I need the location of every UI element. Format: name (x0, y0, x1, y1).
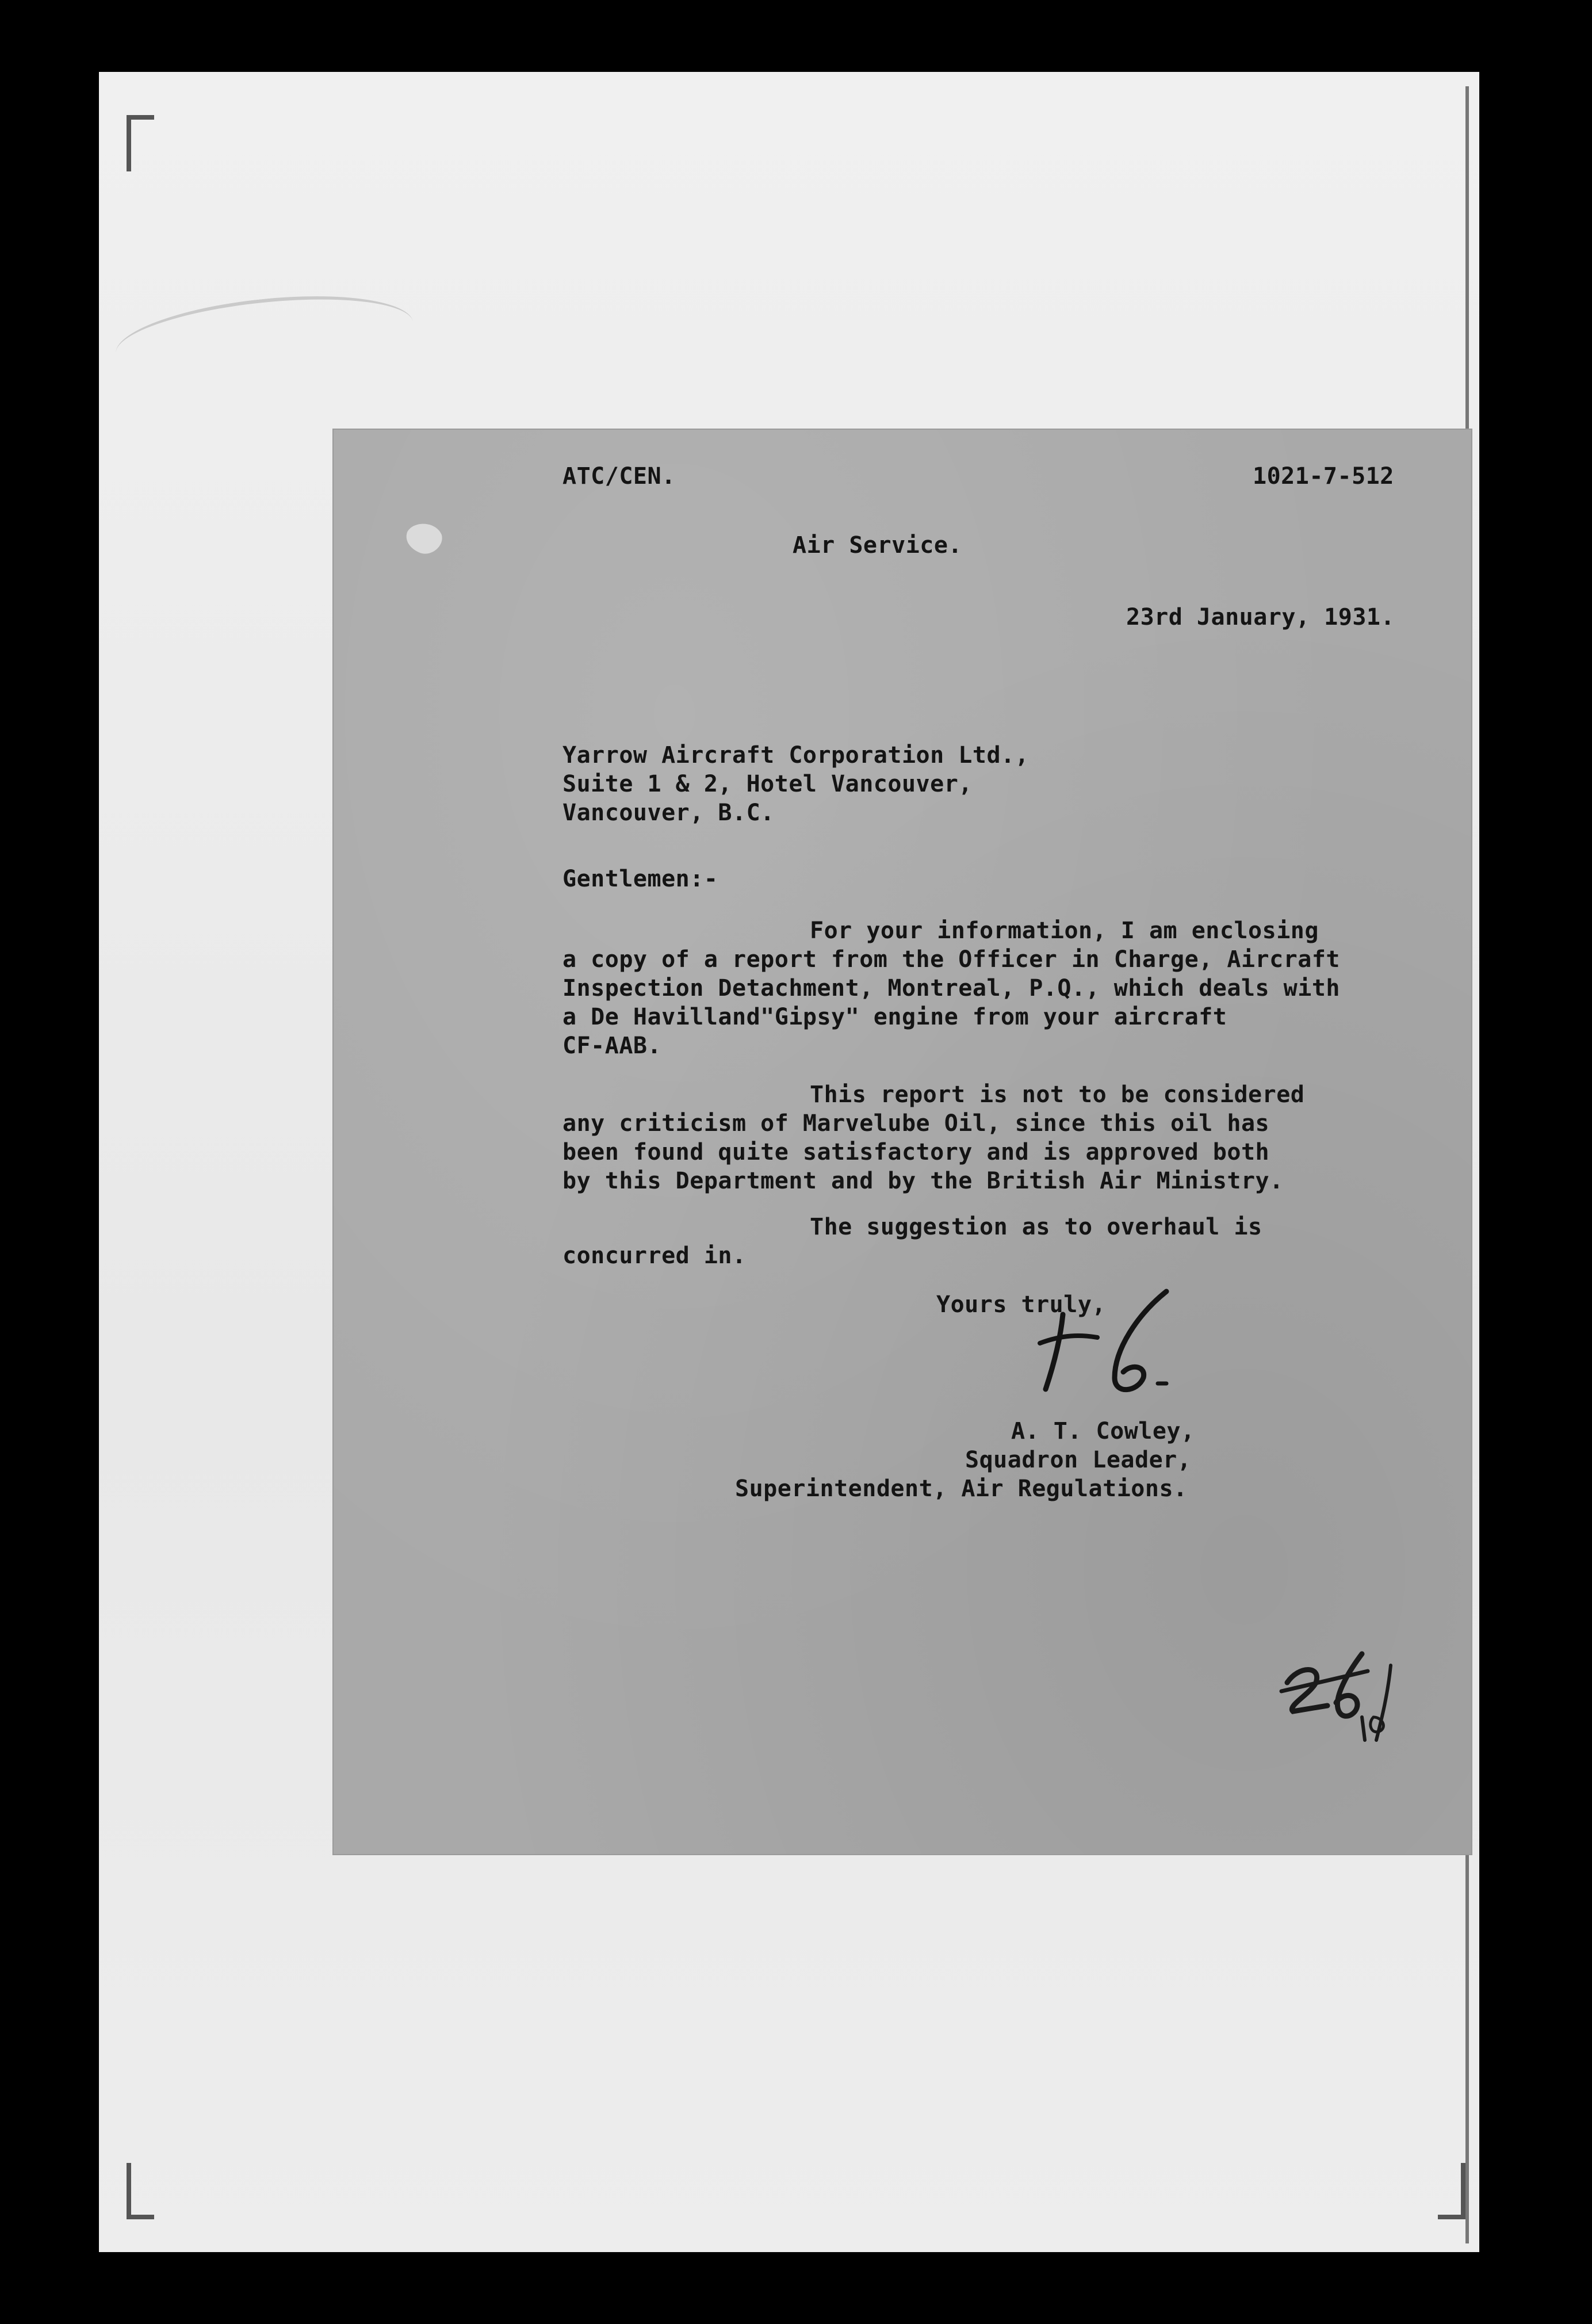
address-line: Suite 1 & 2, Hotel Vancouver, (562, 771, 973, 797)
paragraph-1-line: Inspection Detachment, Montreal, P.Q., which deals with (562, 975, 1341, 1002)
crop-mark-bottom-left (127, 2163, 154, 2219)
paragraph-3-line: concurred in. (562, 1243, 747, 1269)
department-heading: Air Service. (793, 532, 962, 559)
handwritten-page-number (1276, 1631, 1414, 1746)
file-reference-left: ATC/CEN. (562, 463, 676, 490)
paragraph-1-line: a copy of a report from the Officer in Charge, Aircraft (562, 946, 1341, 973)
closing: Yours truly, (936, 1291, 1106, 1318)
file-reference-right: 1021-7-512 (1253, 463, 1394, 490)
paper-blemish (396, 509, 453, 567)
address-line: Vancouver, B.C. (562, 800, 775, 826)
paragraph-1-line: CF-AAB. (562, 1033, 662, 1059)
paragraph-3-line: The suggestion as to overhaul is (810, 1214, 1262, 1240)
paragraph-1-line: a De Havilland"Gipsy" engine from your aircraft (562, 1004, 1227, 1030)
paragraph-2-line: This report is not to be considered (810, 1081, 1305, 1108)
letter-date: 23rd January, 1931. (1126, 604, 1395, 630)
paragraph-2-line: been found quite satisfactory and is approved both (562, 1139, 1270, 1165)
handwritten-signature (1028, 1280, 1201, 1406)
crop-mark-top-left (127, 115, 154, 171)
address-line: Yarrow Aircraft Corporation Ltd., (562, 742, 1030, 769)
signatory-name: A. T. Cowley, (1011, 1418, 1195, 1444)
paragraph-2-line: by this Department and by the British Air Ministry. (562, 1168, 1284, 1194)
salutation: Gentlemen:- (562, 866, 718, 892)
crop-mark-bottom-right (1438, 2163, 1465, 2219)
paragraph-1-line: For your information, I am enclosing (810, 918, 1319, 944)
signatory-title: Superintendent, Air Regulations. (735, 1476, 1188, 1502)
signatory-rank: Squadron Leader, (965, 1447, 1192, 1473)
paragraph-2-line: any criticism of Marvelube Oil, since this oil has (562, 1110, 1270, 1137)
letter-page (332, 429, 1472, 1855)
